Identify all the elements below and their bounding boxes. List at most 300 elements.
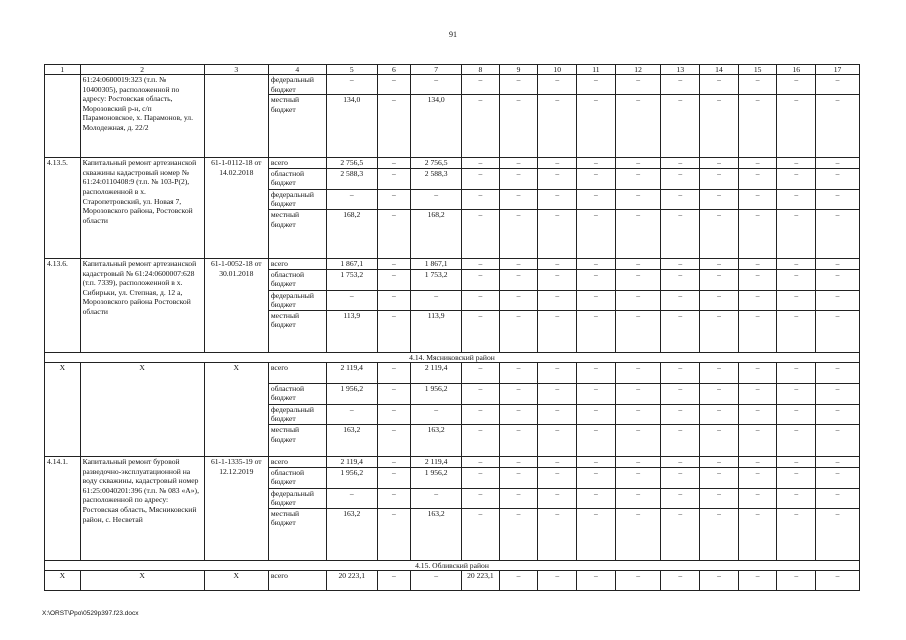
- dash-cell: –: [816, 310, 860, 352]
- dash-cell: –: [661, 404, 700, 424]
- dash-cell: –: [615, 424, 661, 456]
- dash-cell: –: [738, 488, 777, 508]
- amount-col6: –: [377, 508, 411, 560]
- dash-cell: –: [462, 290, 500, 310]
- dash-cell: –: [700, 570, 739, 590]
- dash-cell: –: [777, 168, 816, 189]
- amount-col6: –: [377, 189, 411, 209]
- dash-cell: –: [700, 158, 739, 169]
- dash-cell: –: [577, 258, 616, 269]
- dash-cell: –: [462, 383, 500, 404]
- budget-type: всего: [268, 258, 326, 269]
- dash-cell: –: [738, 383, 777, 404]
- dash-cell: –: [538, 404, 577, 424]
- dash-cell: –: [538, 168, 577, 189]
- dash-cell: –: [577, 362, 616, 383]
- column-number: 7: [411, 65, 462, 75]
- dash-cell: –: [700, 488, 739, 508]
- dash-cell: –: [462, 75, 500, 95]
- dash-cell: –: [538, 424, 577, 456]
- budget-type: местный бюджет: [268, 95, 326, 158]
- permit-document: [204, 75, 268, 158]
- column-number: 13: [661, 65, 700, 75]
- column-number: 16: [777, 65, 816, 75]
- dash-cell: –: [615, 508, 661, 560]
- budget-type: всего: [268, 570, 326, 590]
- amount-col7: 134,0: [411, 95, 462, 158]
- dash-cell: –: [577, 269, 616, 290]
- dash-cell: –: [777, 456, 816, 467]
- amount-col6: –: [377, 75, 411, 95]
- column-number: 17: [816, 65, 860, 75]
- dash-cell: –: [538, 488, 577, 508]
- dash-cell: –: [816, 424, 860, 456]
- amount-col7: –: [411, 189, 462, 209]
- dash-cell: –: [700, 189, 739, 209]
- dash-cell: –: [816, 456, 860, 467]
- dash-cell: –: [615, 258, 661, 269]
- dash-cell: –: [777, 209, 816, 258]
- dash-cell: –: [499, 383, 538, 404]
- file-path-footer: X:\ORST\Ppo\0529p397.f23.docx: [42, 610, 139, 617]
- amount-col7: 163,2: [411, 424, 462, 456]
- dash-cell: –: [462, 467, 500, 488]
- dash-cell: –: [700, 95, 739, 158]
- budget-type: федеральный бюджет: [268, 290, 326, 310]
- dash-cell: –: [538, 75, 577, 95]
- dash-cell: –: [577, 75, 616, 95]
- dash-cell: –: [738, 456, 777, 467]
- item-number: 4.13.6.: [45, 258, 81, 352]
- item-number: 4.13.5.: [45, 158, 81, 259]
- amount-col7: 1 867,1: [411, 258, 462, 269]
- dash-cell: –: [738, 189, 777, 209]
- amount-col6: –: [377, 383, 411, 404]
- dash-cell: –: [700, 75, 739, 95]
- dash-cell: –: [816, 290, 860, 310]
- column-number: 9: [499, 65, 538, 75]
- dash-cell: –: [700, 383, 739, 404]
- dash-cell: –: [499, 269, 538, 290]
- dash-cell: –: [499, 488, 538, 508]
- dash-cell: –: [577, 456, 616, 467]
- dash-cell: –: [777, 424, 816, 456]
- permit-document: 61-1-0112-18 от 14.02.2018: [204, 158, 268, 259]
- amount-col6: –: [377, 570, 411, 590]
- dash-cell: –: [816, 258, 860, 269]
- dash-cell: –: [615, 488, 661, 508]
- amount-col7: –: [411, 290, 462, 310]
- dash-cell: –: [615, 290, 661, 310]
- dash-cell: –: [499, 158, 538, 169]
- permit-document: 61-1-0052-18 от 30.01.2018: [204, 258, 268, 352]
- amount-total: –: [326, 75, 377, 95]
- dash-cell: –: [661, 456, 700, 467]
- dash-cell: –: [577, 383, 616, 404]
- x-mark: Х: [204, 362, 268, 456]
- budget-type: местный бюджет: [268, 209, 326, 258]
- column-number: 8: [462, 65, 500, 75]
- dash-cell: –: [462, 189, 500, 209]
- dash-cell: –: [661, 508, 700, 560]
- amount-total: 1 753,2: [326, 269, 377, 290]
- dash-cell: –: [462, 269, 500, 290]
- dash-cell: –: [615, 168, 661, 189]
- dash-cell: –: [615, 269, 661, 290]
- dash-cell: –: [538, 508, 577, 560]
- dash-cell: –: [777, 269, 816, 290]
- dash-cell: –: [661, 95, 700, 158]
- page-number: 91: [449, 30, 457, 39]
- dash-cell: –: [700, 404, 739, 424]
- dash-cell: –: [538, 456, 577, 467]
- dash-cell: –: [738, 404, 777, 424]
- amount-col6: –: [377, 467, 411, 488]
- dash-cell: –: [615, 158, 661, 169]
- amount-col7: 2 119,4: [411, 456, 462, 467]
- dash-cell: –: [700, 508, 739, 560]
- dash-cell: –: [577, 508, 616, 560]
- dash-cell: –: [816, 404, 860, 424]
- amount-col7: 1 956,2: [411, 467, 462, 488]
- dash-cell: –: [700, 209, 739, 258]
- dash-cell: –: [777, 508, 816, 560]
- amount-col7: 113,9: [411, 310, 462, 352]
- amount-total: 1 956,2: [326, 383, 377, 404]
- dash-cell: –: [738, 75, 777, 95]
- amount-col6: –: [377, 456, 411, 467]
- dash-cell: –: [538, 158, 577, 169]
- dash-cell: –: [777, 362, 816, 383]
- dash-cell: –: [816, 209, 860, 258]
- dash-cell: –: [661, 310, 700, 352]
- dash-cell: –: [577, 570, 616, 590]
- dash-cell: –: [462, 508, 500, 560]
- dash-cell: –: [661, 488, 700, 508]
- dash-cell: –: [538, 362, 577, 383]
- amount-col7: 1 753,2: [411, 269, 462, 290]
- x-mark: Х: [45, 362, 81, 456]
- funding-table: [44, 64, 860, 591]
- dash-cell: –: [700, 456, 739, 467]
- amount-total: –: [326, 290, 377, 310]
- dash-cell: –: [577, 209, 616, 258]
- dash-cell: –: [661, 189, 700, 209]
- amount-col6: –: [377, 209, 411, 258]
- dash-cell: –: [661, 383, 700, 404]
- amount-col6: –: [377, 362, 411, 383]
- dash-cell: –: [499, 467, 538, 488]
- amount-col7: –: [411, 404, 462, 424]
- dash-cell: –: [577, 424, 616, 456]
- amount-col6: –: [377, 269, 411, 290]
- dash-cell: –: [499, 209, 538, 258]
- amount-total: 2 119,4: [326, 456, 377, 467]
- amount-col7: 2 588,3: [411, 168, 462, 189]
- dash-cell: –: [499, 95, 538, 158]
- dash-cell: –: [738, 168, 777, 189]
- dash-cell: –: [777, 310, 816, 352]
- dash-cell: –: [538, 310, 577, 352]
- dash-cell: –: [615, 467, 661, 488]
- section-row: [45, 352, 860, 362]
- amount-col6: –: [377, 258, 411, 269]
- dash-cell: –: [738, 158, 777, 169]
- dash-cell: –: [462, 488, 500, 508]
- amount-total: –: [326, 488, 377, 508]
- dash-cell: –: [816, 467, 860, 488]
- dash-cell: –: [615, 75, 661, 95]
- dash-cell: –: [499, 310, 538, 352]
- budget-type: федеральный бюджет: [268, 189, 326, 209]
- dash-cell: –: [777, 488, 816, 508]
- permit-document: 61-1-1335-19 от 12.12.2019: [204, 456, 268, 560]
- dash-cell: –: [777, 404, 816, 424]
- budget-type: областной бюджет: [268, 269, 326, 290]
- dash-cell: –: [462, 209, 500, 258]
- amount-col8: 20 223,1: [462, 570, 500, 590]
- dash-cell: –: [738, 269, 777, 290]
- dash-cell: –: [777, 75, 816, 95]
- column-number: 5: [326, 65, 377, 75]
- budget-type: областной бюджет: [268, 467, 326, 488]
- object-description: Капитальный ремонт буровой разведочно-эксплуатационной на воду скважины, кадастровый номер 61:25:0040201:396 (т.п. № 083 «А»), расположенной по адресу: Ростовская область, Мясниковский район, с. Несветай: [80, 456, 204, 560]
- amount-col7: 2 119,4: [411, 362, 462, 383]
- dash-cell: –: [577, 404, 616, 424]
- table-row: [45, 258, 860, 269]
- dash-cell: –: [777, 570, 816, 590]
- dash-cell: –: [777, 95, 816, 158]
- budget-type: всего: [268, 456, 326, 467]
- dash-cell: –: [816, 570, 860, 590]
- amount-total: 113,9: [326, 310, 377, 352]
- dash-cell: –: [661, 290, 700, 310]
- dash-cell: –: [499, 508, 538, 560]
- dash-cell: –: [816, 488, 860, 508]
- dash-cell: –: [777, 258, 816, 269]
- amount-col7: –: [411, 488, 462, 508]
- amount-col7: 168,2: [411, 209, 462, 258]
- dash-cell: –: [816, 158, 860, 169]
- x-mark: Х: [45, 570, 81, 590]
- dash-cell: –: [615, 456, 661, 467]
- dash-cell: –: [462, 404, 500, 424]
- dash-cell: –: [499, 362, 538, 383]
- dash-cell: –: [615, 383, 661, 404]
- dash-cell: –: [538, 209, 577, 258]
- dash-cell: –: [577, 467, 616, 488]
- column-number: 14: [700, 65, 739, 75]
- amount-total: 1 956,2: [326, 467, 377, 488]
- dash-cell: –: [738, 258, 777, 269]
- dash-cell: –: [538, 95, 577, 158]
- dash-cell: –: [615, 362, 661, 383]
- dash-cell: –: [615, 570, 661, 590]
- dash-cell: –: [538, 467, 577, 488]
- column-number: 6: [377, 65, 411, 75]
- dash-cell: –: [577, 158, 616, 169]
- dash-cell: –: [462, 424, 500, 456]
- amount-col6: –: [377, 310, 411, 352]
- dash-cell: –: [700, 168, 739, 189]
- dash-cell: –: [777, 383, 816, 404]
- dash-cell: –: [738, 467, 777, 488]
- dash-cell: –: [577, 310, 616, 352]
- section-row: [45, 560, 860, 570]
- dash-cell: –: [738, 209, 777, 258]
- amount-col7: 1 956,2: [411, 383, 462, 404]
- dash-cell: –: [499, 456, 538, 467]
- dash-cell: –: [661, 158, 700, 169]
- dash-cell: –: [462, 362, 500, 383]
- amount-total: 2 756,5: [326, 158, 377, 169]
- dash-cell: –: [577, 168, 616, 189]
- dash-cell: –: [661, 467, 700, 488]
- budget-type: федеральный бюджет: [268, 75, 326, 95]
- column-number: 12: [615, 65, 661, 75]
- table-row: [45, 570, 860, 590]
- amount-col6: –: [377, 168, 411, 189]
- dash-cell: –: [816, 168, 860, 189]
- dash-cell: –: [816, 362, 860, 383]
- dash-cell: –: [499, 570, 538, 590]
- dash-cell: –: [816, 189, 860, 209]
- table-row: [45, 75, 860, 95]
- dash-cell: –: [700, 362, 739, 383]
- dash-cell: –: [738, 310, 777, 352]
- dash-cell: –: [577, 189, 616, 209]
- x-mark: Х: [80, 362, 204, 456]
- object-description: 61:24:0600019:323 (т.п. № 10400305), расположенной по адресу: Ростовская область, Морозовский р-н, с/п Парамоновское, х. Парамонов, ул. Молодежная, д. 22/2: [80, 75, 204, 158]
- dash-cell: –: [462, 456, 500, 467]
- amount-total: 134,0: [326, 95, 377, 158]
- dash-cell: –: [499, 189, 538, 209]
- object-description: Капитальный ремонт артезианской скважины кадастровый номер № 61:24:0110408:9 (т.п. № 103-Р(2), расположенной в х. Старопетровский, ул. Новая 7, Морозовского района, Ростовской области: [80, 158, 204, 259]
- column-number: 4: [268, 65, 326, 75]
- dash-cell: –: [499, 168, 538, 189]
- dash-cell: –: [738, 570, 777, 590]
- object-description: Капитальный ремонт артезианской кадастровый № 61:24:0600007:628 (т.п. 7339), расположенной в х. Сибирьки, ул. Степная, д. 12 а, Морозовского района Ростовской области: [80, 258, 204, 352]
- dash-cell: –: [816, 508, 860, 560]
- dash-cell: –: [538, 189, 577, 209]
- dash-cell: –: [700, 269, 739, 290]
- amount-total: 2 119,4: [326, 362, 377, 383]
- column-number: 2: [80, 65, 204, 75]
- amount-col7: 163,2: [411, 508, 462, 560]
- dash-cell: –: [661, 168, 700, 189]
- dash-cell: –: [462, 168, 500, 189]
- dash-cell: –: [738, 362, 777, 383]
- dash-cell: –: [538, 258, 577, 269]
- amount-col6: –: [377, 158, 411, 169]
- dash-cell: –: [700, 258, 739, 269]
- dash-cell: –: [499, 424, 538, 456]
- column-number: 10: [538, 65, 577, 75]
- amount-col6: –: [377, 424, 411, 456]
- dash-cell: –: [577, 488, 616, 508]
- dash-cell: –: [738, 290, 777, 310]
- dash-cell: –: [777, 158, 816, 169]
- budget-type: федеральный бюджет: [268, 488, 326, 508]
- amount-col6: –: [377, 290, 411, 310]
- dash-cell: –: [462, 310, 500, 352]
- dash-cell: –: [661, 269, 700, 290]
- dash-cell: –: [538, 570, 577, 590]
- amount-col7: –: [411, 570, 462, 590]
- dash-cell: –: [661, 570, 700, 590]
- item-number: 4.14.1.: [45, 456, 81, 560]
- dash-cell: –: [777, 189, 816, 209]
- dash-cell: –: [661, 424, 700, 456]
- dash-cell: –: [700, 467, 739, 488]
- amount-col6: –: [377, 488, 411, 508]
- dash-cell: –: [816, 95, 860, 158]
- dash-cell: –: [615, 209, 661, 258]
- amount-col6: –: [377, 404, 411, 424]
- amount-total: –: [326, 189, 377, 209]
- dash-cell: –: [615, 310, 661, 352]
- dash-cell: –: [777, 290, 816, 310]
- section-title: 4.15. Обливский район: [45, 560, 860, 570]
- dash-cell: –: [462, 258, 500, 269]
- amount-col7: 2 756,5: [411, 158, 462, 169]
- table-row: [45, 362, 860, 383]
- x-mark: Х: [204, 570, 268, 590]
- column-number: 1: [45, 65, 81, 75]
- dash-cell: –: [499, 75, 538, 95]
- budget-type: федеральный бюджет: [268, 404, 326, 424]
- dash-cell: –: [777, 467, 816, 488]
- dash-cell: –: [499, 404, 538, 424]
- dash-cell: –: [615, 404, 661, 424]
- dash-cell: –: [661, 209, 700, 258]
- dash-cell: –: [577, 95, 616, 158]
- budget-type: всего: [268, 362, 326, 383]
- budget-type: всего: [268, 158, 326, 169]
- budget-type: местный бюджет: [268, 508, 326, 560]
- amount-total: –: [326, 404, 377, 424]
- column-number: 11: [577, 65, 616, 75]
- amount-total: 20 223,1: [326, 570, 377, 590]
- dash-cell: –: [661, 75, 700, 95]
- item-number: [45, 75, 81, 158]
- table-row: [45, 158, 860, 169]
- amount-total: 1 867,1: [326, 258, 377, 269]
- dash-cell: –: [700, 424, 739, 456]
- dash-cell: –: [462, 158, 500, 169]
- dash-cell: –: [499, 258, 538, 269]
- amount-col6: –: [377, 95, 411, 158]
- dash-cell: –: [538, 383, 577, 404]
- table-row: [45, 456, 860, 467]
- amount-total: 168,2: [326, 209, 377, 258]
- amount-total: 163,2: [326, 508, 377, 560]
- dash-cell: –: [538, 290, 577, 310]
- column-number: 15: [738, 65, 777, 75]
- dash-cell: –: [499, 290, 538, 310]
- amount-total: 163,2: [326, 424, 377, 456]
- budget-type: областной бюджет: [268, 383, 326, 404]
- dash-cell: –: [661, 362, 700, 383]
- dash-cell: –: [816, 383, 860, 404]
- header-row: [45, 65, 860, 75]
- dash-cell: –: [738, 424, 777, 456]
- amount-total: 2 588,3: [326, 168, 377, 189]
- section-title: 4.14. Мясниковский район: [45, 352, 860, 362]
- dash-cell: –: [816, 75, 860, 95]
- budget-type: местный бюджет: [268, 424, 326, 456]
- dash-cell: –: [615, 95, 661, 158]
